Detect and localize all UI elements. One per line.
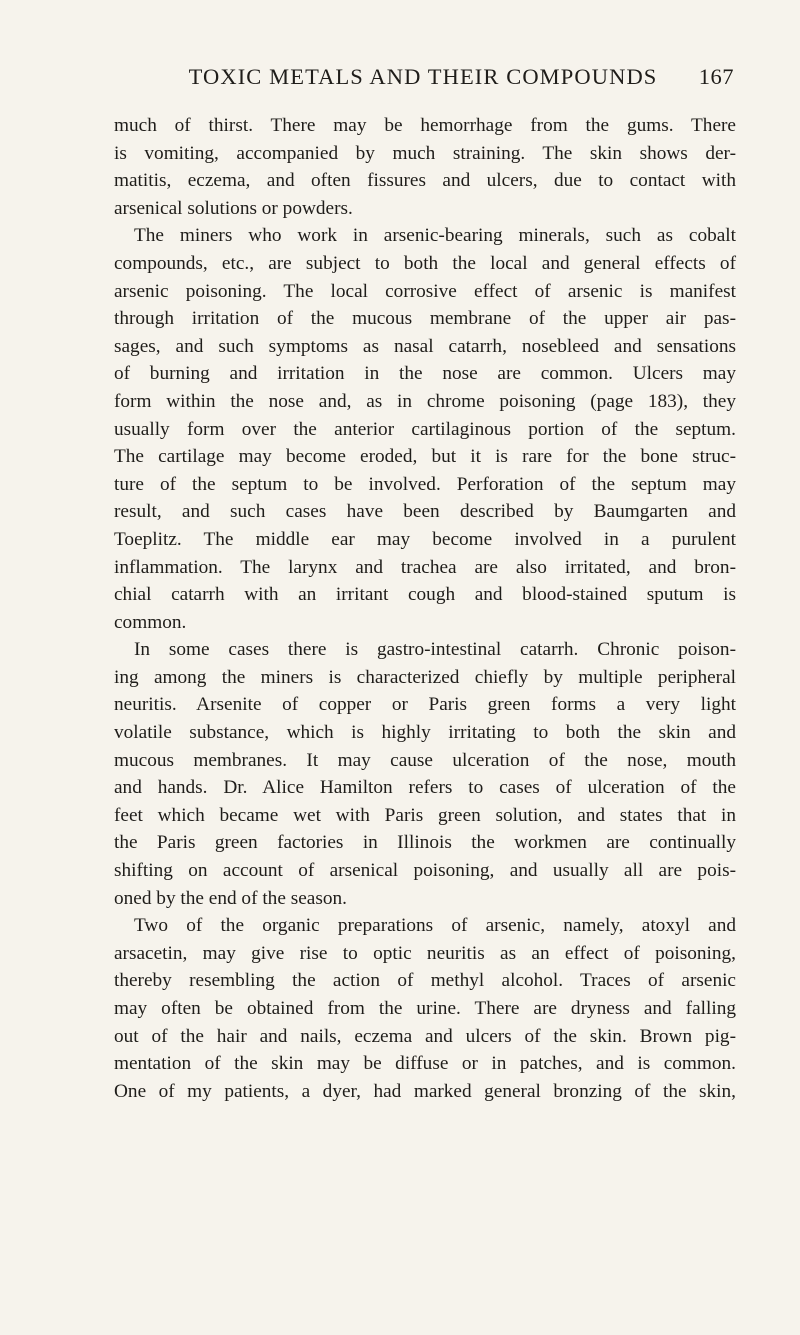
page-number: 167 bbox=[698, 64, 734, 89]
text-line: may often be obtained from the urine. There are dryness and falling bbox=[114, 998, 736, 1019]
text-line: arsenic poisoning. The local corrosive effect of arsenic is manifest bbox=[114, 280, 736, 302]
text-line: out of the hair and nails, eczema and ulcers of the skin. Brown pig- bbox=[114, 1025, 736, 1047]
text-line: usually form over the anterior cartilaginous portion of the septum. bbox=[114, 418, 736, 440]
text-line: is vomiting, accompanied by much straining. The skin shows der- bbox=[114, 142, 736, 164]
running-head: TOXIC METALS AND THEIR COMPOUNDS bbox=[188, 64, 658, 89]
text-line: arsacetin, may give rise to optic neuritis as an effect of poisoning, bbox=[114, 942, 736, 964]
text-line: mucous membranes. It may cause ulceration of the nose, mouth bbox=[114, 749, 736, 771]
text-line: and hands. Dr. Alice Hamilton refers to cases of ulceration of the bbox=[114, 777, 736, 799]
text-line: volatile substance, which is highly irritating to both the skin and bbox=[114, 722, 736, 744]
text-line: ing among the miners is characterized chiefly by multiple peripheral bbox=[114, 666, 736, 688]
text-line: common. bbox=[114, 611, 187, 633]
page-header bbox=[112, 64, 734, 94]
text-line: In some cases there is gastro-intestinal catarrh. Chronic poison- bbox=[134, 639, 736, 661]
text-line: One of my patients, a dyer, had marked general bronzing of the skin, bbox=[114, 1080, 736, 1102]
text-line: sages, and such symptoms as nasal catarrh, nosebleed and sensations bbox=[114, 335, 736, 357]
text-line: arsenical solutions or powders. bbox=[114, 197, 353, 219]
text-line: The miners who work in arsenic-bearing minerals, such as cobalt bbox=[134, 225, 736, 247]
text-line: ture of the septum to be involved. Perforation of the septum may bbox=[114, 473, 736, 495]
text-line: feet which became wet with Paris green solution, and states that in bbox=[114, 804, 736, 826]
text-line: mentation of the skin may be diffuse or in patches, and is common. bbox=[114, 1053, 736, 1075]
text-line: The cartilage may become eroded, but it is rare for the bone struc- bbox=[114, 446, 736, 468]
text-line: thereby resembling the action of methyl alcohol. Traces of arsenic bbox=[114, 970, 736, 992]
text-line: the Paris green factories in Illinois the workmen are continually bbox=[114, 832, 736, 854]
text-line: matitis, eczema, and often fissures and ulcers, due to contact with bbox=[114, 170, 736, 192]
text-line: through irritation of the mucous membrane of the upper air pas- bbox=[114, 308, 736, 330]
text-line: of burning and irritation in the nose are common. Ulcers may bbox=[114, 363, 736, 385]
text-line: shifting on account of arsenical poisoning, and usually all are pois- bbox=[114, 860, 736, 882]
text-line: result, and such cases have been described by Baumgarten and bbox=[114, 501, 736, 523]
text-line: form within the nose and, as in chrome poisoning (page 183), they bbox=[114, 390, 736, 412]
body-text bbox=[114, 112, 736, 1105]
text-line: inflammation. The larynx and trachea are also irritated, and bron- bbox=[114, 556, 736, 578]
text-line: oned by the end of the season. bbox=[114, 887, 347, 909]
text-line: much of thirst. There may be hemorrhage from the gums. There bbox=[114, 115, 736, 136]
text-line: Two of the organic preparations of arsenic, namely, atoxyl and bbox=[134, 915, 736, 937]
text-line: compounds, etc., are subject to both the local and general effects of bbox=[114, 252, 736, 274]
text-line: neuritis. Arsenite of copper or Paris green forms a very light bbox=[114, 694, 736, 716]
text-line: chial catarrh with an irritant cough and blood-stained sputum is bbox=[114, 584, 736, 606]
text-line: Toeplitz. The middle ear may become involved in a purulent bbox=[114, 528, 736, 550]
